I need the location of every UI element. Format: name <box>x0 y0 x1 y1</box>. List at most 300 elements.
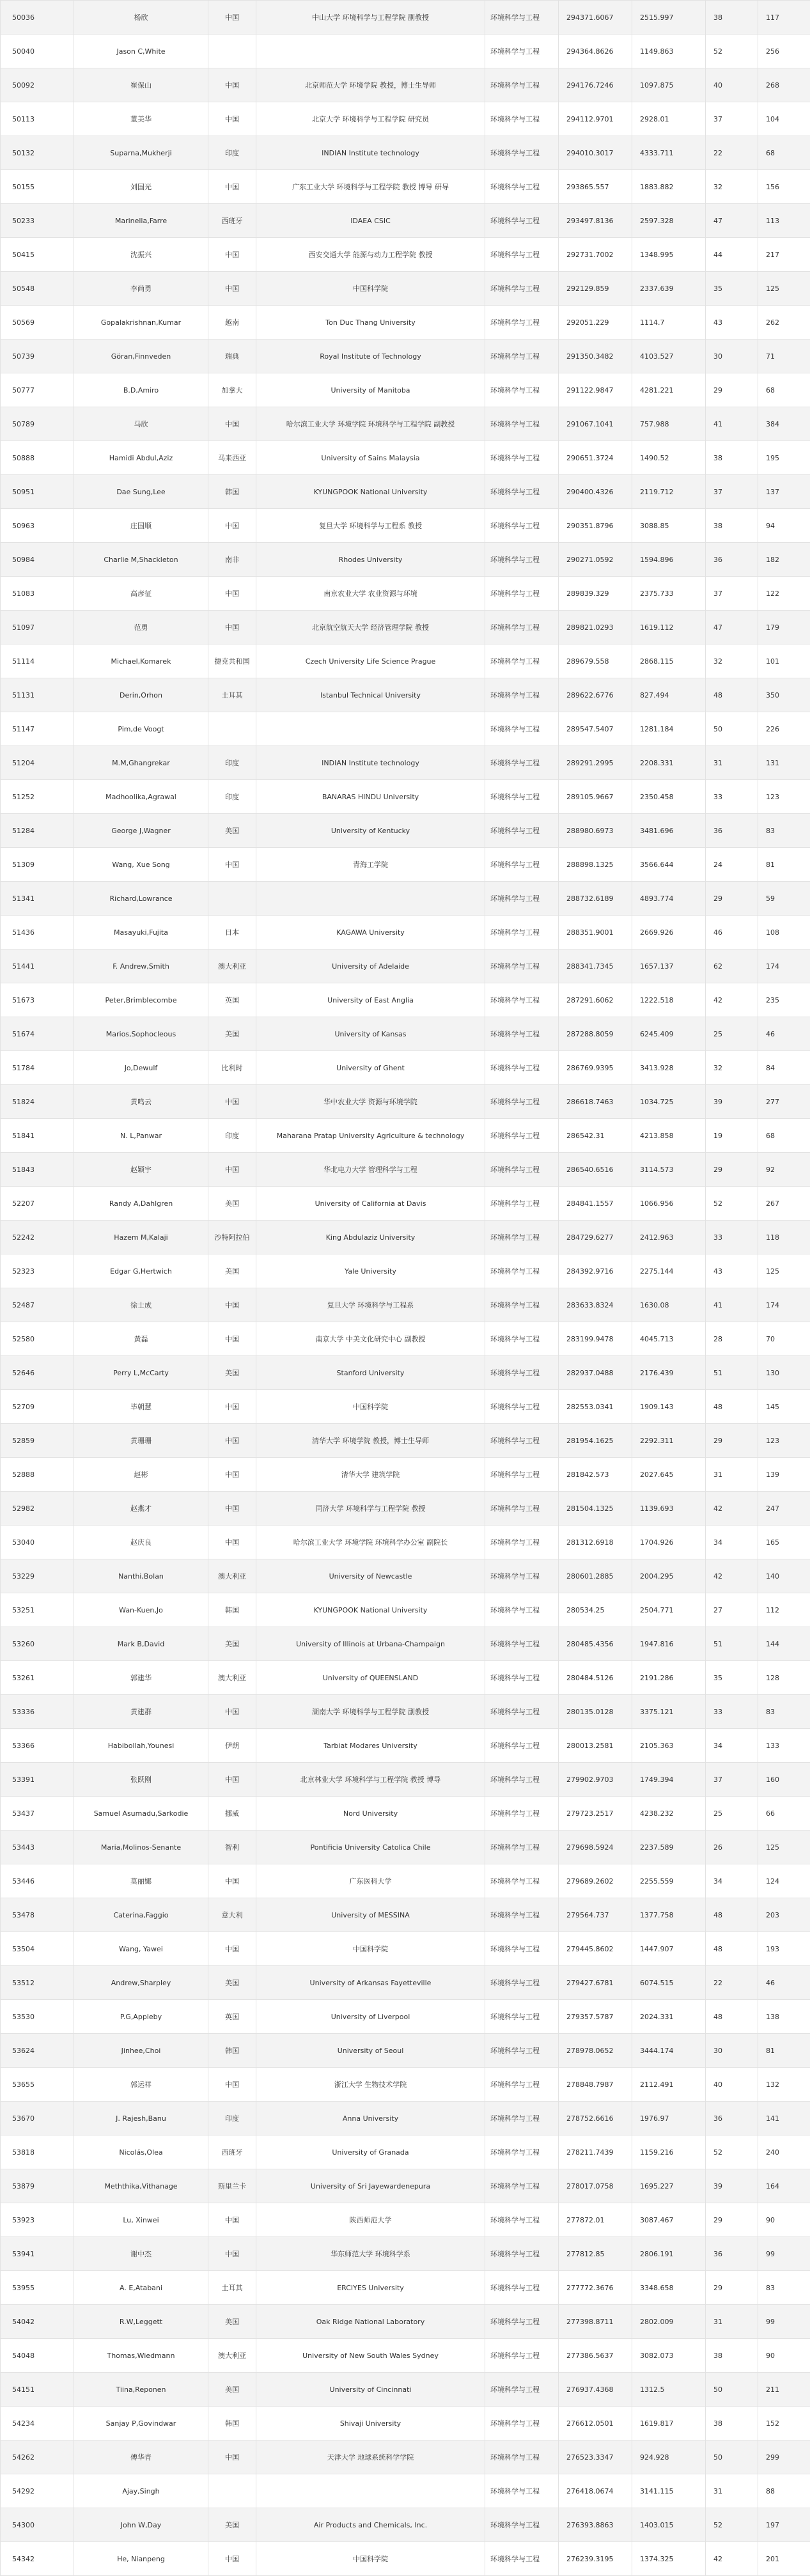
name-cell: 谢中杰 <box>74 2237 208 2271</box>
institution-cell: 华东师范大学 环境科学系 <box>256 2237 485 2271</box>
institution-cell: University of Seoul <box>256 2034 485 2068</box>
country-cell: 中国 <box>208 848 256 882</box>
citations-cell: 2515.997 <box>632 1 706 35</box>
h-index-cell: 90 <box>758 2203 810 2237</box>
citations-cell: 2191.286 <box>632 1661 706 1695</box>
citations-cell: 1114.7 <box>632 306 706 340</box>
citations-cell: 2255.559 <box>632 1864 706 1898</box>
h-index-cell: 201 <box>758 2542 810 2576</box>
country-cell: 西班牙 <box>208 204 256 238</box>
institution-cell: University of Sri Jayewardenepura <box>256 2169 485 2203</box>
name-cell: 杨欣 <box>74 1 208 35</box>
field-cell: 环境科学与工程 <box>485 340 559 373</box>
h-index-cell: 112 <box>758 1593 810 1627</box>
field-cell: 环境科学与工程 <box>485 848 559 882</box>
institution-cell: Maharana Pratap University Agriculture & technology <box>256 1119 485 1153</box>
papers-cell: 52 <box>706 2135 758 2169</box>
field-cell: 环境科学与工程 <box>485 2237 559 2271</box>
field-cell: 环境科学与工程 <box>485 2542 559 2576</box>
field-cell: 环境科学与工程 <box>485 2203 559 2237</box>
score-cell: 276523.3347 <box>559 2440 632 2474</box>
country-cell: 印度 <box>208 136 256 170</box>
country-cell: 中国 <box>208 1322 256 1356</box>
country-cell: 中国 <box>208 1695 256 1729</box>
score-cell: 286618.7463 <box>559 1085 632 1119</box>
rank-cell: 51841 <box>1 1119 74 1153</box>
country-cell: 美国 <box>208 2508 256 2542</box>
country-cell <box>208 882 256 916</box>
citations-cell: 3348.658 <box>632 2271 706 2305</box>
rank-cell: 50036 <box>1 1 74 35</box>
field-cell: 环境科学与工程 <box>485 1661 559 1695</box>
institution-cell: 中国科学院 <box>256 1932 485 1966</box>
field-cell: 环境科学与工程 <box>485 2271 559 2305</box>
rank-cell: 53437 <box>1 1797 74 1831</box>
table-row <box>1 916 810 949</box>
h-index-cell: 193 <box>758 1932 810 1966</box>
rank-cell: 51114 <box>1 644 74 678</box>
name-cell: Michael,Komarek <box>74 644 208 678</box>
name-cell: Andrew,Sharpley <box>74 1966 208 2000</box>
citations-cell: 1619.112 <box>632 611 706 644</box>
name-cell: Marios,Sophocleous <box>74 1017 208 1051</box>
field-cell: 环境科学与工程 <box>485 712 559 746</box>
score-cell: 282553.0341 <box>559 1390 632 1424</box>
field-cell: 环境科学与工程 <box>485 1051 559 1085</box>
rank-cell: 54151 <box>1 2373 74 2407</box>
institution-cell: Shivaji University <box>256 2407 485 2440</box>
table-row <box>1 2102 810 2135</box>
institution-cell: 青海工学院 <box>256 848 485 882</box>
country-cell: 英国 <box>208 983 256 1017</box>
papers-cell: 51 <box>706 1356 758 1390</box>
table-row <box>1 2508 810 2542</box>
rank-cell: 52580 <box>1 1322 74 1356</box>
citations-cell: 2024.331 <box>632 2000 706 2034</box>
papers-cell: 42 <box>706 1492 758 1526</box>
country-cell: 印度 <box>208 1119 256 1153</box>
country-cell: 澳大利亚 <box>208 949 256 983</box>
institution-cell: Yale University <box>256 1254 485 1288</box>
citations-cell: 1630.08 <box>632 1288 706 1322</box>
table-row <box>1 1187 810 1221</box>
h-index-cell: 179 <box>758 611 810 644</box>
rank-cell: 53512 <box>1 1966 74 2000</box>
citations-cell: 4893.774 <box>632 882 706 916</box>
institution-cell: ERCIYES University <box>256 2271 485 2305</box>
field-cell: 环境科学与工程 <box>485 1695 559 1729</box>
score-cell: 293865.557 <box>559 170 632 204</box>
rank-cell: 51674 <box>1 1017 74 1051</box>
name-cell: Caterina,Faggio <box>74 1898 208 1932</box>
citations-cell: 2802.009 <box>632 2305 706 2339</box>
table-row <box>1 2373 810 2407</box>
score-cell: 291122.9847 <box>559 373 632 407</box>
h-index-cell: 247 <box>758 1492 810 1526</box>
rank-cell: 51441 <box>1 949 74 983</box>
country-cell: 中国 <box>208 1 256 35</box>
name-cell: 范勇 <box>74 611 208 644</box>
field-cell: 环境科学与工程 <box>485 1966 559 2000</box>
rank-cell: 51097 <box>1 611 74 644</box>
institution-cell: Ton Duc Thang University <box>256 306 485 340</box>
rank-cell: 54342 <box>1 2542 74 2576</box>
country-cell: 澳大利亚 <box>208 2339 256 2373</box>
country-cell: 斯里兰卡 <box>208 2169 256 2203</box>
country-cell: 土耳其 <box>208 678 256 712</box>
rank-cell: 53923 <box>1 2203 74 2237</box>
papers-cell: 40 <box>706 2068 758 2102</box>
name-cell: 赵庆良 <box>74 1526 208 1559</box>
score-cell: 277398.8711 <box>559 2305 632 2339</box>
name-cell: 赵燕才 <box>74 1492 208 1526</box>
score-cell: 280013.2581 <box>559 1729 632 1763</box>
institution-cell: Istanbul Technical University <box>256 678 485 712</box>
table-row <box>1 170 810 204</box>
institution-cell <box>256 35 485 68</box>
name-cell: Dae Sung,Lee <box>74 475 208 509</box>
country-cell: 智利 <box>208 1831 256 1864</box>
citations-cell: 1594.896 <box>632 543 706 577</box>
rank-cell: 53040 <box>1 1526 74 1559</box>
papers-cell: 33 <box>706 1221 758 1254</box>
score-cell: 294176.7246 <box>559 68 632 102</box>
score-cell: 279902.9703 <box>559 1763 632 1797</box>
country-cell <box>208 2474 256 2508</box>
field-cell: 环境科学与工程 <box>485 1390 559 1424</box>
papers-cell: 52 <box>706 2508 758 2542</box>
papers-cell: 19 <box>706 1119 758 1153</box>
field-cell: 环境科学与工程 <box>485 2068 559 2102</box>
field-cell: 环境科学与工程 <box>485 1187 559 1221</box>
papers-cell: 27 <box>706 1593 758 1627</box>
field-cell: 环境科学与工程 <box>485 272 559 306</box>
h-index-cell: 267 <box>758 1187 810 1221</box>
citations-cell: 3088.85 <box>632 509 706 543</box>
name-cell: 郭运祥 <box>74 2068 208 2102</box>
h-index-cell: 256 <box>758 35 810 68</box>
h-index-cell: 101 <box>758 644 810 678</box>
h-index-cell: 299 <box>758 2440 810 2474</box>
citations-cell: 1619.817 <box>632 2407 706 2440</box>
field-cell: 环境科学与工程 <box>485 1322 559 1356</box>
citations-cell: 2112.491 <box>632 2068 706 2102</box>
h-index-cell: 145 <box>758 1390 810 1424</box>
field-cell: 环境科学与工程 <box>485 1593 559 1627</box>
rank-cell: 52982 <box>1 1492 74 1526</box>
h-index-cell: 68 <box>758 1119 810 1153</box>
field-cell: 环境科学与工程 <box>485 2305 559 2339</box>
papers-cell: 50 <box>706 2373 758 2407</box>
institution-cell: University of Kentucky <box>256 814 485 848</box>
h-index-cell: 197 <box>758 2508 810 2542</box>
h-index-cell: 235 <box>758 983 810 1017</box>
score-cell: 277772.3676 <box>559 2271 632 2305</box>
h-index-cell: 130 <box>758 1356 810 1390</box>
h-index-cell: 141 <box>758 2102 810 2135</box>
field-cell: 环境科学与工程 <box>485 102 559 136</box>
country-cell: 中国 <box>208 1932 256 1966</box>
papers-cell: 33 <box>706 780 758 814</box>
score-cell: 291067.1041 <box>559 407 632 441</box>
country-cell: 澳大利亚 <box>208 1559 256 1593</box>
papers-cell: 43 <box>706 1254 758 1288</box>
institution-cell: KAGAWA University <box>256 916 485 949</box>
field-cell: 环境科学与工程 <box>485 1424 559 1458</box>
table-row <box>1 848 810 882</box>
score-cell: 293497.8136 <box>559 204 632 238</box>
field-cell: 环境科学与工程 <box>485 2000 559 2034</box>
rank-cell: 52709 <box>1 1390 74 1424</box>
score-cell: 281954.1625 <box>559 1424 632 1458</box>
h-index-cell: 66 <box>758 1797 810 1831</box>
institution-cell: University of Granada <box>256 2135 485 2169</box>
country-cell: 美国 <box>208 1254 256 1288</box>
h-index-cell: 226 <box>758 712 810 746</box>
table-row <box>1 1966 810 2000</box>
h-index-cell: 84 <box>758 1051 810 1085</box>
rank-cell: 54262 <box>1 2440 74 2474</box>
h-index-cell: 152 <box>758 2407 810 2440</box>
h-index-cell: 46 <box>758 1966 810 2000</box>
institution-cell: University of Manitoba <box>256 373 485 407</box>
citations-cell: 2597.328 <box>632 204 706 238</box>
citations-cell: 1139.693 <box>632 1492 706 1526</box>
table-row <box>1 1593 810 1627</box>
citations-cell: 2350.458 <box>632 780 706 814</box>
name-cell: J. Rajesh,Banu <box>74 2102 208 2135</box>
citations-cell: 2275.144 <box>632 1254 706 1288</box>
rank-cell: 50984 <box>1 543 74 577</box>
papers-cell: 34 <box>706 1526 758 1559</box>
table-row <box>1 1390 810 1424</box>
name-cell: 莫丽娜 <box>74 1864 208 1898</box>
score-cell: 287288.8059 <box>559 1017 632 1051</box>
score-cell: 289547.5407 <box>559 712 632 746</box>
table-row <box>1 441 810 475</box>
rank-cell: 51309 <box>1 848 74 882</box>
country-cell: 中国 <box>208 2068 256 2102</box>
institution-cell: 复旦大学 环境科学与工程系 <box>256 1288 485 1322</box>
name-cell: Randy A,Dahlgren <box>74 1187 208 1221</box>
score-cell: 276612.0501 <box>559 2407 632 2440</box>
country-cell: 中国 <box>208 1424 256 1458</box>
name-cell: F. Andrew,Smith <box>74 949 208 983</box>
papers-cell: 47 <box>706 204 758 238</box>
papers-cell: 42 <box>706 1559 758 1593</box>
country-cell: 中国 <box>208 1390 256 1424</box>
table-row <box>1 1458 810 1492</box>
h-index-cell: 81 <box>758 848 810 882</box>
table-row <box>1 2305 810 2339</box>
citations-cell: 3141.115 <box>632 2474 706 2508</box>
score-cell: 286540.6516 <box>559 1153 632 1187</box>
score-cell: 286542.31 <box>559 1119 632 1153</box>
score-cell: 290271.0592 <box>559 543 632 577</box>
papers-cell: 47 <box>706 611 758 644</box>
h-index-cell: 123 <box>758 780 810 814</box>
citations-cell: 2928.01 <box>632 102 706 136</box>
score-cell: 294371.6067 <box>559 1 632 35</box>
field-cell: 环境科学与工程 <box>485 1932 559 1966</box>
h-index-cell: 59 <box>758 882 810 916</box>
field-cell: 环境科学与工程 <box>485 68 559 102</box>
institution-cell: 哈尔滨工业大学 环境学院 环境科学办公室 副院长 <box>256 1526 485 1559</box>
rank-cell: 50040 <box>1 35 74 68</box>
country-cell: 美国 <box>208 1187 256 1221</box>
table-row <box>1 340 810 373</box>
country-cell: 中国 <box>208 238 256 272</box>
institution-cell: 同济大学 环境科学与工程学院 教授 <box>256 1492 485 1526</box>
papers-cell: 50 <box>706 712 758 746</box>
citations-cell: 1976.97 <box>632 2102 706 2135</box>
institution-cell: Rhodes University <box>256 543 485 577</box>
name-cell: Mark B,David <box>74 1627 208 1661</box>
papers-cell: 29 <box>706 373 758 407</box>
citations-cell: 3481.696 <box>632 814 706 848</box>
institution-cell: Stanford University <box>256 1356 485 1390</box>
papers-cell: 25 <box>706 1017 758 1051</box>
table-row <box>1 611 810 644</box>
rank-cell: 51147 <box>1 712 74 746</box>
rank-cell: 54234 <box>1 2407 74 2440</box>
institution-cell: University of Arkansas Fayetteville <box>256 1966 485 2000</box>
citations-cell: 1066.956 <box>632 1187 706 1221</box>
institution-cell: 陕西师范大学 <box>256 2203 485 2237</box>
table-row <box>1 1085 810 1119</box>
papers-cell: 36 <box>706 814 758 848</box>
table-row <box>1 1831 810 1864</box>
table-row <box>1 1221 810 1254</box>
citations-cell: 2027.645 <box>632 1458 706 1492</box>
field-cell: 环境科学与工程 <box>485 373 559 407</box>
papers-cell: 38 <box>706 441 758 475</box>
name-cell: 董美华 <box>74 102 208 136</box>
h-index-cell: 113 <box>758 204 810 238</box>
institution-cell: 复旦大学 环境科学与工程系 教授 <box>256 509 485 543</box>
name-cell: 黄磊 <box>74 1322 208 1356</box>
citations-cell: 4213.858 <box>632 1119 706 1153</box>
institution-cell: 华北电力大学 管理科学与工程 <box>256 1153 485 1187</box>
rank-cell: 50963 <box>1 509 74 543</box>
h-index-cell: 350 <box>758 678 810 712</box>
table-row <box>1 373 810 407</box>
papers-cell: 39 <box>706 2169 758 2203</box>
citations-cell: 1403.015 <box>632 2508 706 2542</box>
table-row <box>1 2474 810 2508</box>
country-cell: 中国 <box>208 1526 256 1559</box>
table-row <box>1 204 810 238</box>
institution-cell: 北京师范大学 环境学院 教授，博士生导师 <box>256 68 485 102</box>
papers-cell: 46 <box>706 916 758 949</box>
country-cell: 中国 <box>208 1085 256 1119</box>
papers-cell: 43 <box>706 306 758 340</box>
country-cell: 加拿大 <box>208 373 256 407</box>
citations-cell: 757.988 <box>632 407 706 441</box>
score-cell: 284729.6277 <box>559 1221 632 1254</box>
table-row <box>1 2203 810 2237</box>
score-cell: 277872.01 <box>559 2203 632 2237</box>
citations-cell: 4045.713 <box>632 1322 706 1356</box>
name-cell: Charlie M,Shackleton <box>74 543 208 577</box>
country-cell <box>208 35 256 68</box>
rank-cell: 53655 <box>1 2068 74 2102</box>
field-cell: 环境科学与工程 <box>485 1729 559 1763</box>
table-row <box>1 1288 810 1322</box>
citations-cell: 1657.137 <box>632 949 706 983</box>
score-cell: 291350.3482 <box>559 340 632 373</box>
name-cell: Nanthi,Bolan <box>74 1559 208 1593</box>
table-row <box>1 2034 810 2068</box>
score-cell: 276937.4368 <box>559 2373 632 2407</box>
name-cell: 黄珊珊 <box>74 1424 208 1458</box>
papers-cell: 48 <box>706 678 758 712</box>
h-index-cell: 122 <box>758 577 810 611</box>
field-cell: 环境科学与工程 <box>485 678 559 712</box>
citations-cell: 1704.926 <box>632 1526 706 1559</box>
institution-cell: Pontificia University Catolica Chile <box>256 1831 485 1864</box>
institution-cell: University of Cincinnati <box>256 2373 485 2407</box>
score-cell: 288351.9001 <box>559 916 632 949</box>
country-cell: 中国 <box>208 2440 256 2474</box>
table-row <box>1 2407 810 2440</box>
score-cell: 292051.229 <box>559 306 632 340</box>
citations-cell: 6074.515 <box>632 1966 706 2000</box>
name-cell: M.M,Ghangrekar <box>74 746 208 780</box>
rank-cell: 53336 <box>1 1695 74 1729</box>
table-row <box>1 272 810 306</box>
table-row <box>1 1153 810 1187</box>
country-cell: 意大利 <box>208 1898 256 1932</box>
h-index-cell: 125 <box>758 1831 810 1864</box>
name-cell: Wan-Kuen,Jo <box>74 1593 208 1627</box>
field-cell: 环境科学与工程 <box>485 2440 559 2474</box>
name-cell: Jason C,White <box>74 35 208 68</box>
score-cell: 292129.859 <box>559 272 632 306</box>
institution-cell: Nord University <box>256 1797 485 1831</box>
institution-cell: 清华大学 建筑学院 <box>256 1458 485 1492</box>
h-index-cell: 277 <box>758 1085 810 1119</box>
institution-cell: University of California at Davis <box>256 1187 485 1221</box>
field-cell: 环境科学与工程 <box>485 949 559 983</box>
rank-cell: 54048 <box>1 2339 74 2373</box>
citations-cell: 3082.073 <box>632 2339 706 2373</box>
institution-cell: University of Liverpool <box>256 2000 485 2034</box>
name-cell: P.G,Appleby <box>74 2000 208 2034</box>
h-index-cell: 118 <box>758 1221 810 1254</box>
rank-cell: 53818 <box>1 2135 74 2169</box>
name-cell: 黄建群 <box>74 1695 208 1729</box>
table-row <box>1 543 810 577</box>
table-row <box>1 1017 810 1051</box>
h-index-cell: 125 <box>758 1254 810 1288</box>
rank-cell: 53624 <box>1 2034 74 2068</box>
rank-cell: 50415 <box>1 238 74 272</box>
institution-cell: 清华大学 环境学院 教授，博士生导师 <box>256 1424 485 1458</box>
country-cell: 美国 <box>208 1966 256 2000</box>
papers-cell: 32 <box>706 1051 758 1085</box>
score-cell: 288732.6189 <box>559 882 632 916</box>
institution-cell <box>256 882 485 916</box>
name-cell: Jo,Dewulf <box>74 1051 208 1085</box>
field-cell: 环境科学与工程 <box>485 2373 559 2407</box>
country-cell: 美国 <box>208 2373 256 2407</box>
citations-cell: 2004.295 <box>632 1559 706 1593</box>
citations-cell: 1909.143 <box>632 1390 706 1424</box>
field-cell: 环境科学与工程 <box>485 2135 559 2169</box>
citations-cell: 1312.5 <box>632 2373 706 2407</box>
citations-cell: 3444.174 <box>632 2034 706 2068</box>
